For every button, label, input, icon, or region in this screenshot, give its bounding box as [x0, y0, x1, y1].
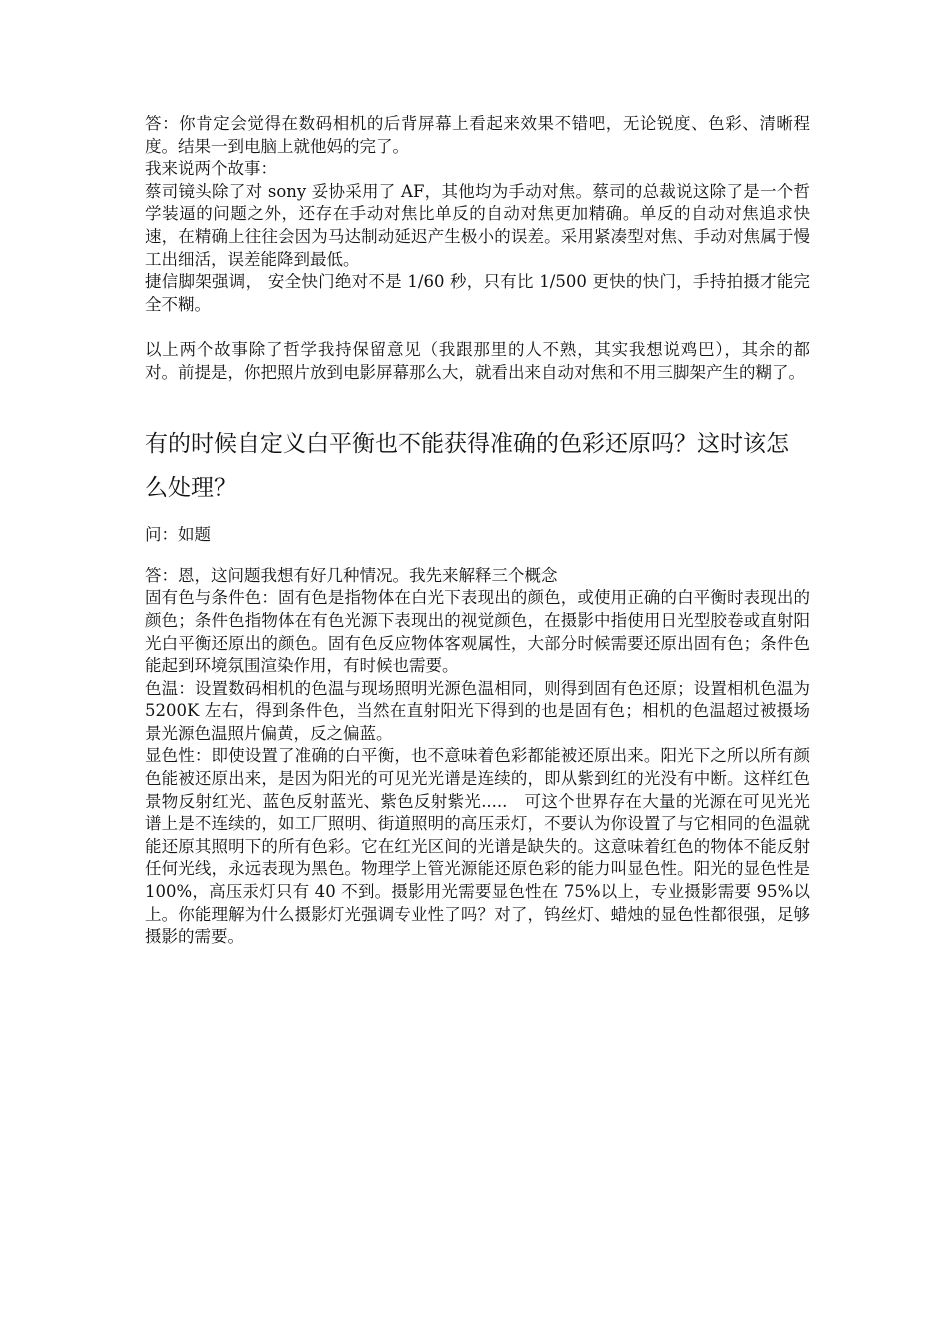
concept-inherent-color: 固有色与条件色：固有色是指物体在白光下表现出的颜色，或使用正确的白平衡时表现出的颜色；条件色指物体在有色光源下表现出的视觉颜色，在摄影中指使用日光型胶卷或直射阳光白平衡还原出的颜色。固有色反应物体客观属性，大部分时候需要还原出固有色；条件色能起到环境氛围渲染作用，有时候也需要。: [145, 588, 810, 676]
story-gitzo: 捷信脚架强调， 安全快门绝对不是 1/60 秒，只有比 1/500 更快的快门，手持拍摄才能完全不糊。: [145, 272, 810, 314]
concept-color-temperature: 色温：设置数码相机的色温与现场照明光源色温相同，则得到固有色还原；设置相机色温为 5200K 左右，得到条件色，当然在直射阳光下得到的也是固有色；相机的色温超过被摄场景光源色温照片偏黄，反之偏蓝。: [145, 678, 810, 743]
document-page: [145, 113, 810, 949]
blank-line: [145, 316, 810, 339]
story-zeiss: 蔡司镜头除了对 sony 妥协采用了 AF，其他均为手动对焦。蔡司的总裁说这除了是一个哲学装逼的问题之外，还存在手动对焦比单反的自动对焦更加精确。单反的自动对焦追求快速，在精确上往往会因为马达制动延迟产生极小的误差。采用紧凑型对焦、手动对焦属于慢工出细活，误差能降到最低。: [145, 181, 810, 269]
concept-color-rendering: 显色性：即使设置了准确的白平衡，也不意味着色彩都能被还原出来。阳光下之所以所有颜色能被还原出来，是因为阳光的可见光光谱是连续的，即从紫到红的光没有中断。这样红色景物反射红光、蓝色反射蓝光、紫色反射紫光..... 可这个世界存在大量的光源在可见光光谱上是不连续的，如工厂照明、街道照明的高压汞灯，不要认为你设置了与它相同的色温就能还原其照明下的所有色彩。它在红光区间的光谱是缺失的。这意味着红色的物体不能反射任何光线，永远表现为黑色。物理学上管光源能还原色彩的能力叫显色性。阳光的显色性是 100%，高压汞灯只有 40 不到。摄影用光需要显色性在 75%以上，专业摄影需要 95%以上。你能理解为什么摄影灯光强调专业性了吗？对了，钨丝灯、蜡烛的显色性都很强，足够摄影的需要。: [145, 746, 810, 947]
story-intro: 我来说两个故事：: [145, 159, 277, 179]
conclusion-paragraph: 以上两个故事除了哲学我持保留意见（我跟那里的人不熟，其实我想说鸡巴），其余的都对。前提是，你把照片放到电影屏幕那么大，就看出来自动对焦和不用三脚架产生的糊了。: [145, 339, 810, 382]
section-heading: 有的时候自定义白平衡也不能获得准确的色彩还原吗？这时该怎么处理？: [145, 431, 789, 502]
spacer: [145, 384, 810, 422]
answer-paragraph: 答：你肯定会觉得在数码相机的后背屏幕上看起来效果不错吧，无论锐度、色彩、清晰程度。结果一到电脑上就他妈的完了。: [145, 114, 810, 156]
spacer: [145, 547, 810, 565]
question-line: 问：如题: [145, 525, 211, 545]
answer-intro: 答：恩，这问题我想有好几种情况。我先来解释三个概念: [145, 565, 558, 585]
spacer: [145, 510, 810, 524]
